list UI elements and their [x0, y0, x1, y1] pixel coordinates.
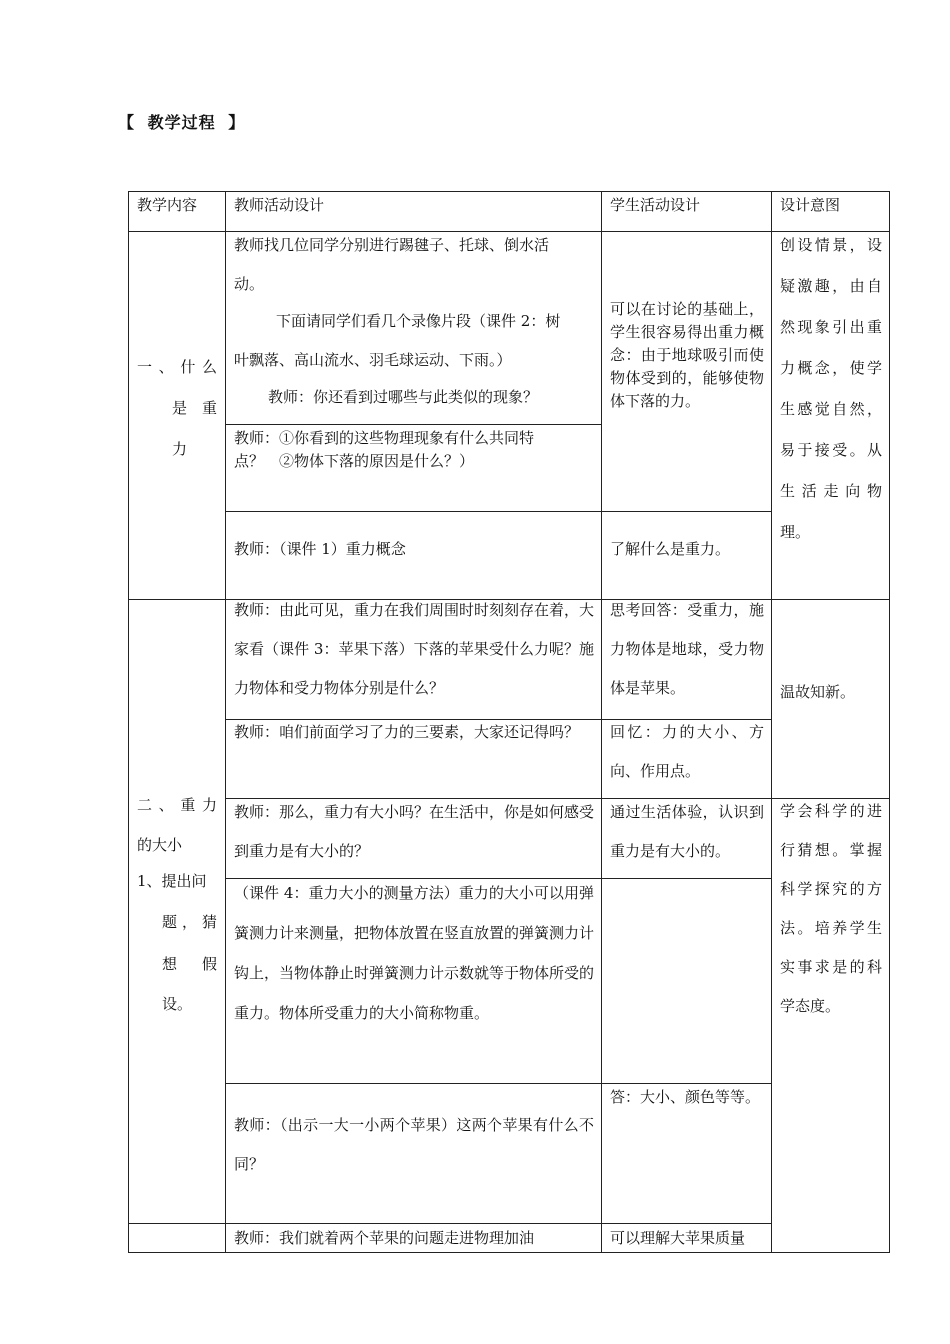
section1-design-intent: 创设情景，设疑激趣，由自然现象引出重力概念，使学生感觉自然，易于接受。从生活走向物理。	[780, 236, 882, 541]
section2-title-line1: 二、重力	[137, 796, 217, 814]
section1-teacher-line5: 教师：你还看到过哪些与此类似的现象？	[268, 388, 539, 406]
heading-title: 教学过程	[147, 113, 216, 132]
section2-title-line3: 1、提出问	[137, 872, 207, 890]
section2-teacher-measurement: （课件 4：重力大小的测量方法）重力的大小可以用弹簧测力计来测量，把物体放置在竖直放置的弹簧测力计钩上，当物体静止时弹簧测力计示数就等于物体所受的重力。物体所受重力的大小简称物重。	[234, 884, 595, 1022]
section2-teacher-weight-question: 教师：那么，重力有大小吗？在生活中，你是如何感受到重力是有大小的？	[234, 803, 595, 860]
section1-teacher-line4: 叶飘落、高山流水、羽毛球运动、下雨。）	[234, 351, 512, 369]
section1-student-understand: 了解什么是重力。	[610, 540, 731, 558]
header-student-activity: 学生活动设计	[610, 196, 701, 214]
section2-teacher-apple-fall: 教师：由此可见，重力在我们周围时时刻刻存在着，大家看（课件 3：苹果下落）下落的苹果受什么力呢？施力物体和受力物体分别是什么？	[234, 601, 595, 697]
header-content: 教学内容	[137, 196, 198, 214]
section2-student-experience: 通过生活体验，认识到重力是有大小的。	[610, 803, 764, 860]
section2-student-apple-diff: 答：大小、颜色等等。	[610, 1088, 761, 1106]
section2-title-line5: 想 假	[162, 955, 217, 973]
section3-student-line: 可以理解大苹果质量	[610, 1229, 746, 1247]
section1-teacher-line1: 教师找几位同学分别进行踢毽子、托球、倒水活	[234, 236, 550, 254]
section3-teacher-line: 教师：我们就着两个苹果的问题走进物理加油	[234, 1229, 535, 1247]
section1-title-line3: 力	[172, 440, 188, 458]
section2-student-recall: 回忆：力的大小、方向、作用点。	[610, 723, 764, 780]
heading-close-bracket: 】	[228, 113, 246, 132]
section2-title-line2: 的大小	[137, 836, 183, 854]
section2-student-answer-gravity: 思考回答：受重力，施力物体是地球，受力物体是苹果。	[610, 601, 764, 697]
section1-teacher-line2: 动。	[234, 275, 265, 293]
section1-teacher-concept: 教师：（课件 1）重力概念	[234, 540, 406, 558]
section2-intent-review: 温故知新。	[780, 683, 856, 701]
header-design-intent: 设计意图	[780, 196, 841, 214]
section1-title-line1: 一、什么	[137, 358, 217, 376]
header-teacher-activity: 教师活动设计	[234, 196, 325, 214]
section2-intent-inquiry: 学会科学的进行猜想。掌握科学探究的方法。培养学生实事求是的科学态度。	[780, 802, 882, 1015]
section2-teacher-three-elements: 教师：咱们前面学习了力的三要素，大家还记得吗？	[234, 723, 580, 741]
section2-title-line6: 设。	[162, 995, 193, 1013]
section1-teacher-line3: 下面请同学们看几个录像片段（课件 2：树	[276, 312, 561, 330]
section2-teacher-two-apples: 教师：（出示一大一小两个苹果）这两个苹果有什么不同？	[234, 1116, 594, 1173]
section-heading	[118, 110, 245, 133]
heading-open-bracket: 【	[118, 113, 136, 132]
section1-student-discussion: 可以在讨论的基础上，学生很容易得出重力概念：由于地球吸引而使物体受到的，能够使物体下落的力。	[610, 300, 764, 410]
section1-teacher-question-line2: 点？ ②物体下落的原因是什么？）	[234, 452, 475, 470]
section2-title-line4: 题，猜	[162, 913, 217, 931]
section1-teacher-question-line1: 教师：①你看到的这些物理现象有什么共同特	[234, 429, 535, 447]
section1-title-line2: 是 重	[172, 399, 217, 417]
